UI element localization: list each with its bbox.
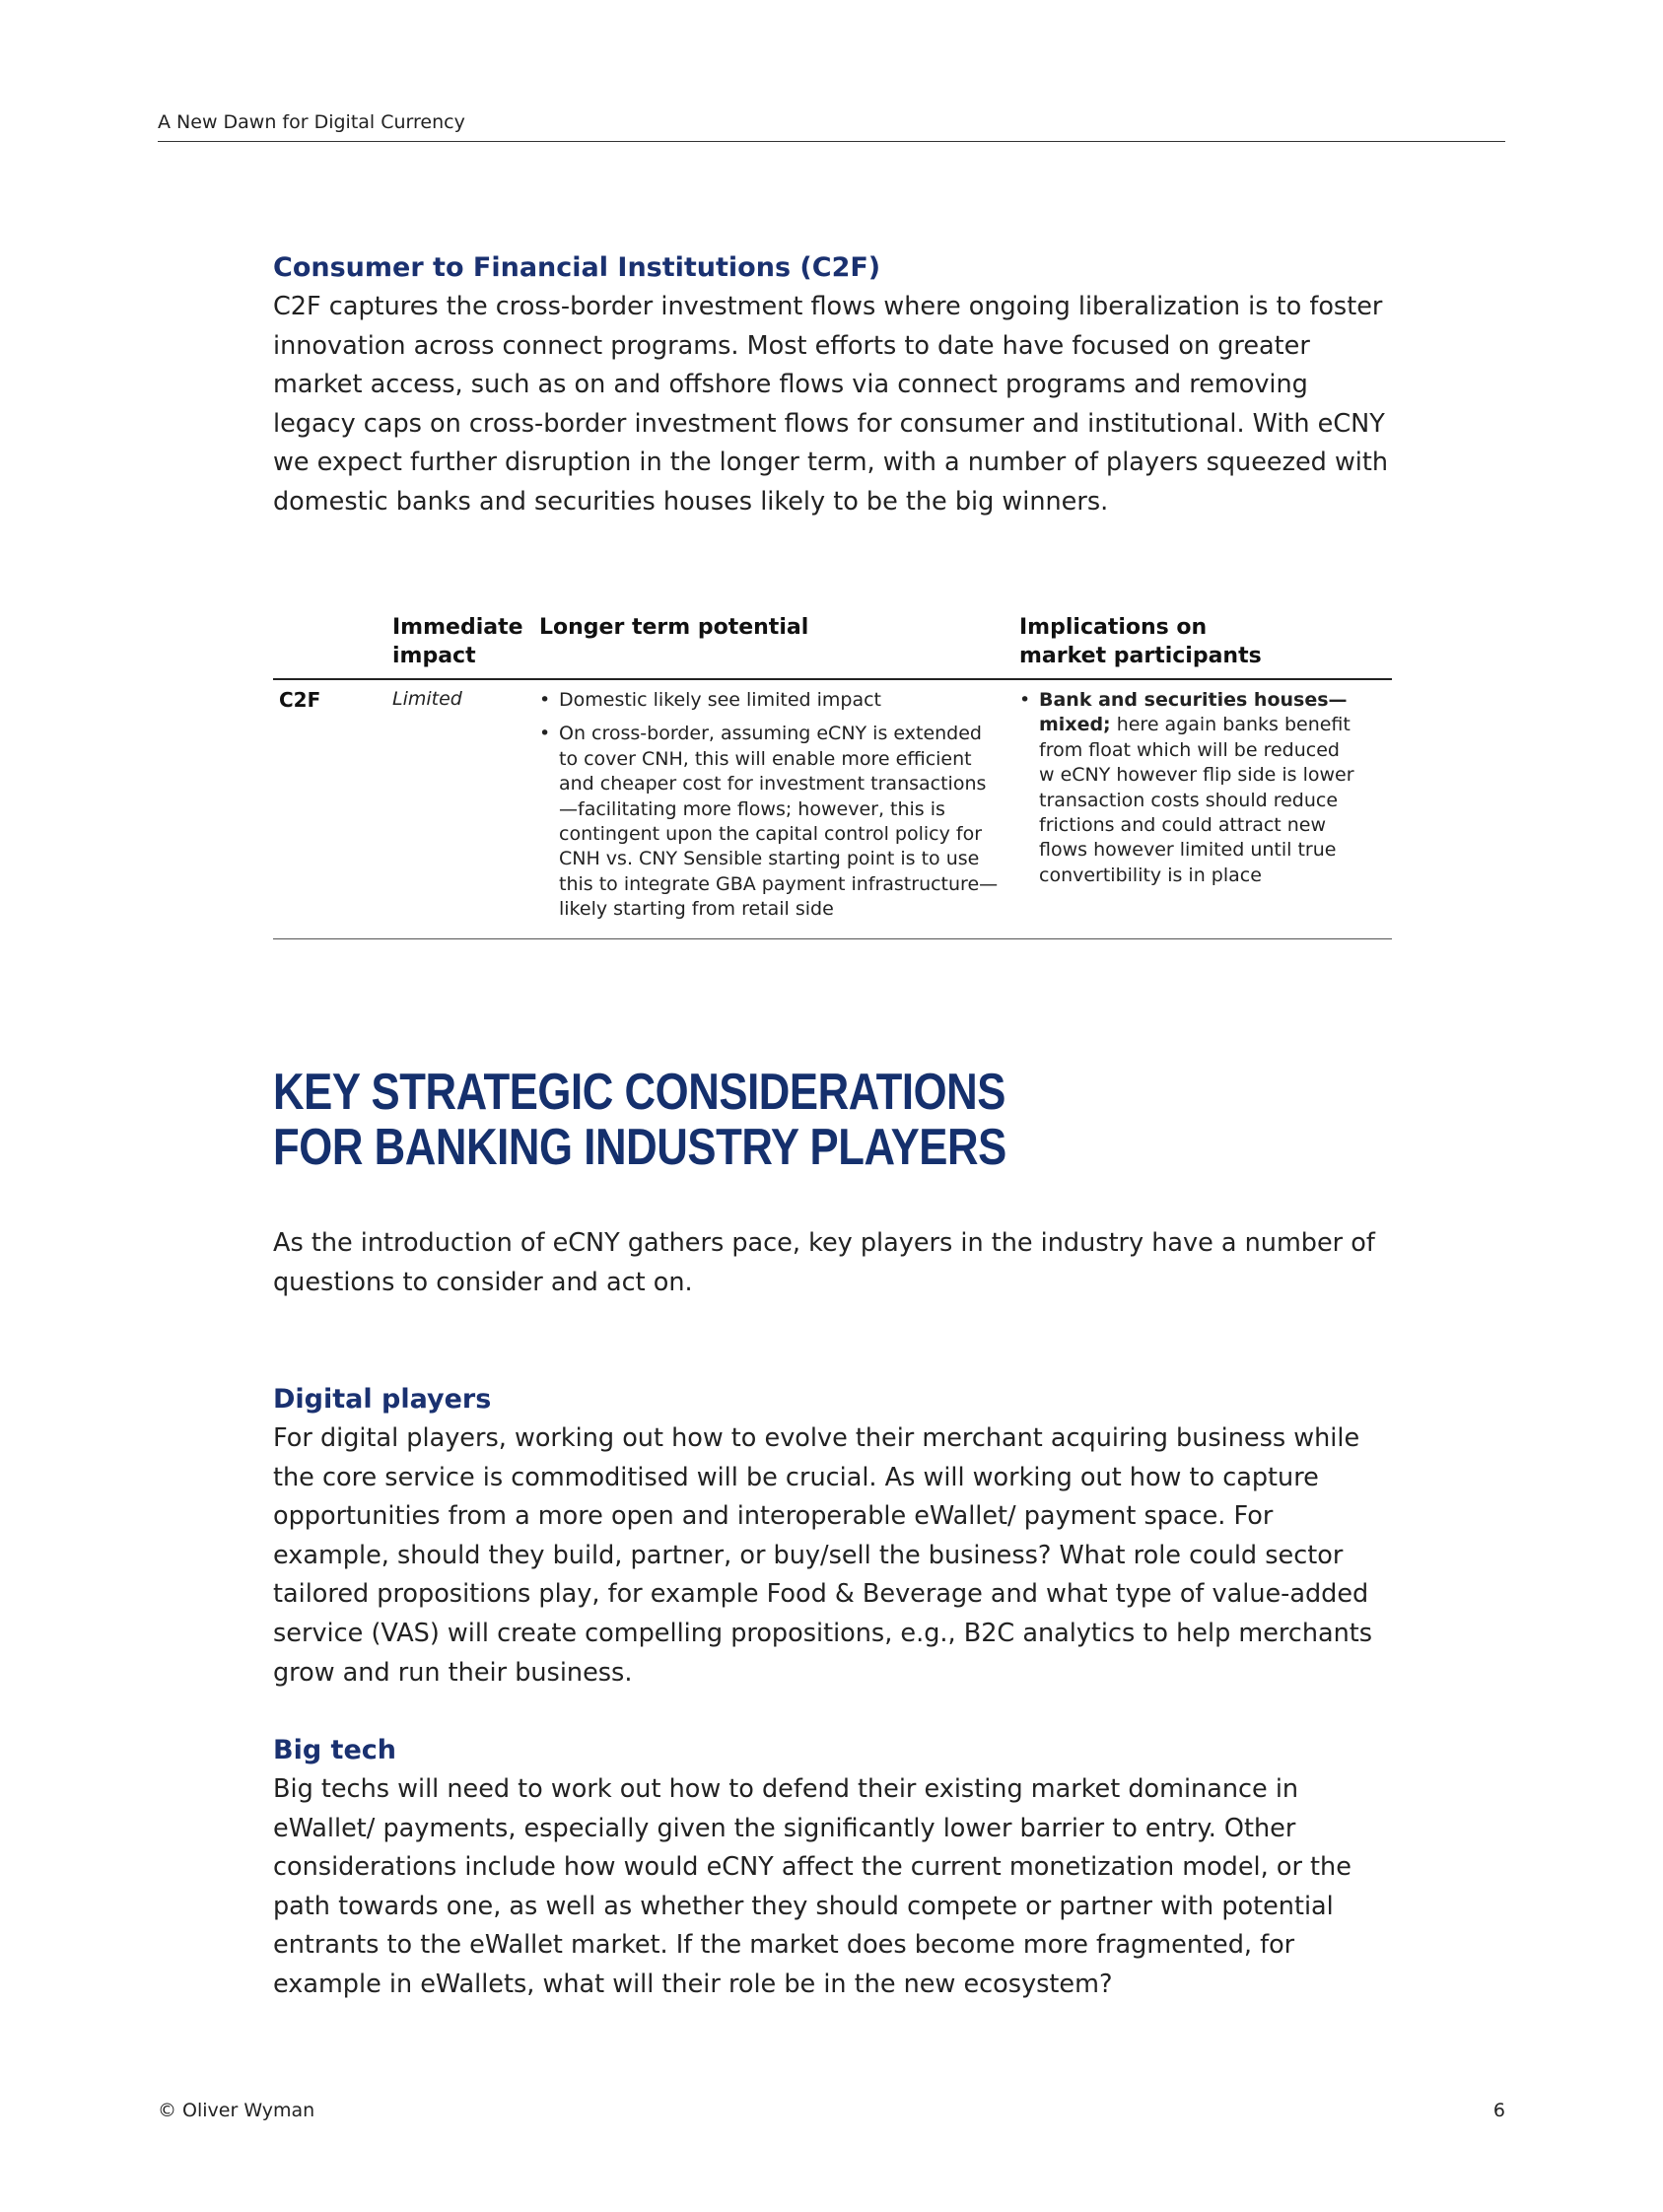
table-header-potential: Longer term potential <box>539 615 809 640</box>
page-footer <box>158 2100 1505 2121</box>
c2f-section <box>273 248 1392 522</box>
table-row-impact: Limited <box>392 688 462 710</box>
table-header-row <box>273 613 1392 680</box>
digital-players-title: Digital players <box>273 1384 492 1415</box>
big-tech-body: Big techs will need to work out how to defend their existing market dominance in eWallet/ payments, especially given the significantly lower barrier to entry. Other considerations include how would eCNY affect the current monetization model, or the path towards one, as well as whether they should compete or partner with potential entrants to the eWallet market. If the market does become more fragmented, for example in eWallets, what will their role be in the new ecosystem? <box>273 1774 1351 1999</box>
running-title: A New Dawn for Digital Currency <box>158 111 465 133</box>
intro-text: As the introduction of eCNY gathers pace, key players in the industry have a number of questions to consider and act on. <box>273 1228 1375 1297</box>
main-heading: KEY STRATEGIC CONSIDERATIONS FOR BANKING INDUSTRY PLAYERS <box>273 1064 1006 1176</box>
table-header-impact: Immediate impact <box>392 615 523 668</box>
c2f-title: Consumer to Financial Institutions (C2F) <box>273 252 881 283</box>
table-row-label: C2F <box>279 688 321 712</box>
c2f-table <box>273 613 1392 939</box>
intro-section <box>273 1224 1392 1302</box>
implications-list <box>1019 688 1354 888</box>
page-number: 6 <box>1492 2100 1505 2121</box>
running-header <box>158 111 1505 142</box>
big-tech-title: Big tech <box>273 1735 397 1765</box>
table-header-implications: Implications on market participants <box>1019 615 1262 668</box>
copyright: © Oliver Wyman <box>158 2100 315 2121</box>
potential-item: • Domestic likely see limited impact <box>539 688 1003 713</box>
big-tech-section <box>273 1731 1392 2005</box>
implication-text: here again banks benefit from float which will be reduced w eCNY however flip side is lower transaction costs should reduce frictions and could attract new flows however limited until true convertibility is in place <box>1039 714 1354 886</box>
potential-item: • On cross-border, assuming eCNY is extended to cover CNH, this will enable more efficient and cheaper cost for investment transactions—facilitating more flows; however, this is contingent upon the capital control policy for CNH vs. CNY Sensible starting point is to use this to integrate GBA payment infrastructure—likely starting from retail side <box>539 722 1003 922</box>
digital-players-section <box>273 1380 1392 1693</box>
implication-strong: Bank and securities houses—mixed; <box>1039 689 1348 736</box>
c2f-body: C2F captures the cross-border investment flows where ongoing liberalization is to foster innovation across connect programs. Most efforts to date have focused on greater market access, such as on and offshore flows via connect programs and removing legacy caps on cross-border investment flows for consumer and institutional. With eCNY we expect further disruption in the longer term, with a number of players squeezed with domestic banks and securities houses likely to be the big winners. <box>273 292 1389 517</box>
digital-players-body: For digital players, working out how to evolve their merchant acquiring business while the core service is commoditised will be crucial. As will working out how to capture opportunities from a more open and interoperable eWallet/ payment space. For example, should they build, partner, or buy/sell the business? What role could sector tailored propositions play, for example Food & Beverage and what type of value-added service (VAS) will create compelling propositions, e.g., B2C analytics to help merchants grow and run their business. <box>273 1423 1373 1688</box>
table-row <box>273 680 1392 939</box>
potential-list <box>539 688 1003 923</box>
implication-item <box>1019 688 1354 888</box>
